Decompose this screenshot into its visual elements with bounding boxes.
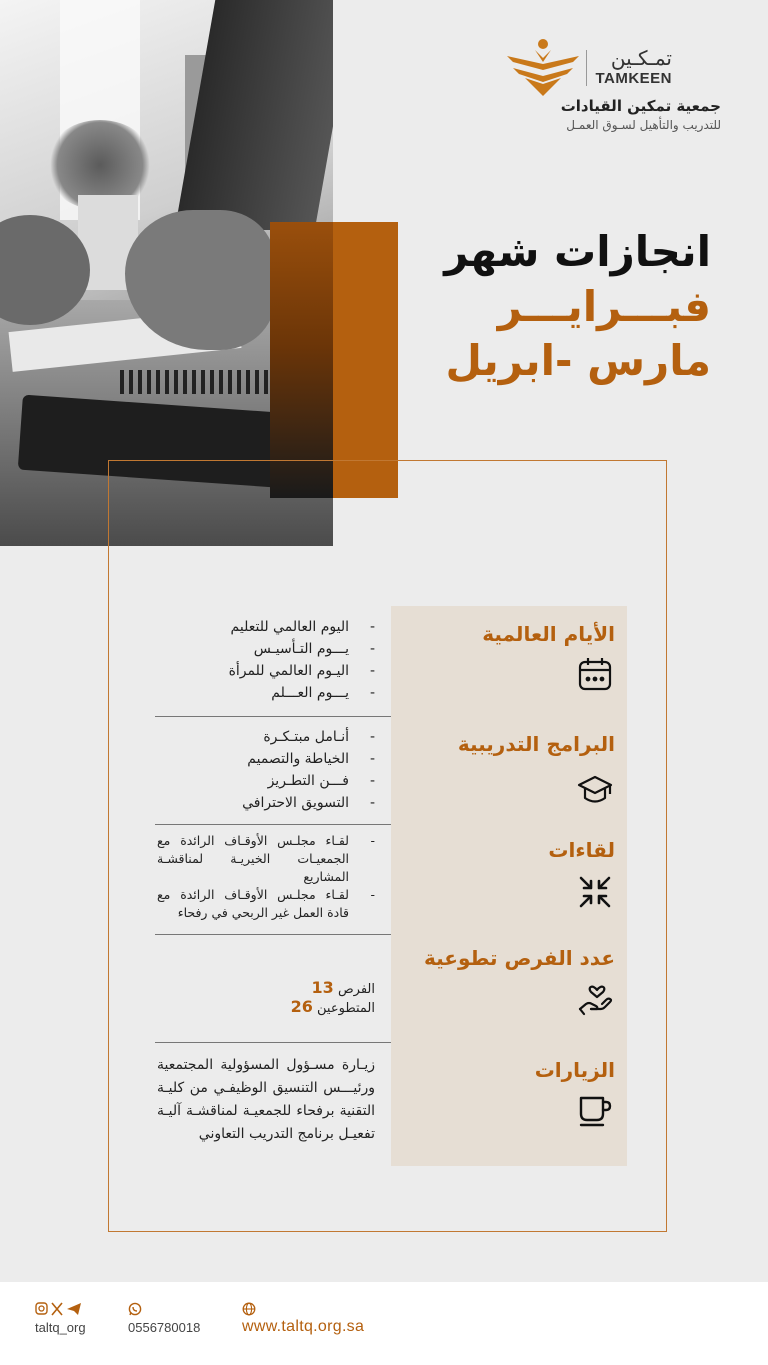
title-line-1: انجازات شهر [444, 227, 711, 276]
social-handle[interactable]: taltq_org [35, 1320, 86, 1335]
section-list [157, 616, 379, 704]
list-item: - لقـاء مجلـس الأوقـاف الرائدة مع قادة العمل غير الربحي في رفحاء [157, 886, 379, 922]
list-item: - فـــن التطـريز [157, 770, 379, 792]
instagram-x-telegram-icons [35, 1302, 85, 1316]
phone-number[interactable]: 0556780018 [128, 1320, 201, 1335]
globe-icon [242, 1302, 256, 1316]
section-training-programs [155, 716, 627, 824]
opportunities-count [312, 978, 375, 997]
section-title: عدد الفرص تطوعية [424, 946, 615, 970]
globe-icon-wrap [242, 1302, 364, 1318]
tamkeen-logo-icon [505, 38, 581, 98]
footer [0, 1282, 768, 1365]
social-icons [35, 1302, 86, 1318]
volunteers-value: 26 [290, 997, 313, 1016]
section-volunteer-opportunities [155, 934, 627, 1042]
title-line-2: فبـــرايـــر [497, 281, 711, 331]
volunteer-counts [155, 978, 375, 1016]
accent-bar [333, 222, 398, 498]
footer-website [242, 1302, 364, 1336]
section-list [157, 726, 379, 814]
whatsapp-icon-wrap [128, 1302, 200, 1318]
coffee-cup-icon [577, 1092, 613, 1128]
list-item: - لقـاء مجلـس الأوقـاف الرائدة مع الجمعيـات الخيريـة لمناقشـة المشاريع [157, 832, 379, 886]
opportunities-value: 13 [311, 978, 334, 997]
list-item: - يـــوم التـأسيـس [157, 638, 379, 660]
page-title [411, 225, 711, 389]
volunteers-label: المتطوعين [317, 1001, 375, 1016]
whatsapp-icon [128, 1302, 142, 1316]
footer-phone [128, 1302, 200, 1335]
list-item: - اليوم العالمي للتعليم [157, 616, 379, 638]
accent-shadow-bar [270, 222, 333, 498]
graduation-cap-icon [577, 772, 613, 808]
section-title: الزيارات [534, 1058, 615, 1082]
list-item: - الخياطة والتصميم [157, 748, 379, 770]
website-link[interactable]: www.taltq.org.sa [242, 1318, 365, 1335]
sections [155, 606, 627, 1166]
visits-paragraph: زيـارة مسـؤول المسؤولية المجتمعية ورئيـــس التنسيق الوظيفـي من كليـة التقنية برفحاء للجمعيـة لمناقشـة آليـة تفعيـل برنامج التدريب التعاوني [157, 1057, 375, 1142]
org-name: جمعية تمكين القيادات [560, 97, 721, 115]
section-meetings [155, 824, 627, 934]
section-title: لقاءات [548, 838, 615, 862]
section-title: الأيام العالمية [482, 622, 615, 646]
heart-hand-icon [577, 982, 613, 1018]
logo [481, 38, 721, 138]
section-title: البرامج التدريبية [457, 732, 615, 756]
footer-social [35, 1302, 86, 1335]
logo-name-ar: تمـكـين [610, 46, 672, 70]
list-item: - اليـوم العالمي للمرأة [157, 660, 379, 682]
opportunities-label: الفرص [337, 982, 375, 997]
section-list [157, 832, 379, 922]
logo-divider [586, 50, 587, 86]
list-item: - أنـامل مبتـكـرة [157, 726, 379, 748]
volunteers-count [291, 997, 375, 1016]
section-visits [155, 1042, 627, 1166]
logo-name-en: TAMKEEN [595, 70, 672, 87]
calendar-icon [577, 656, 613, 692]
org-subtitle: للتدريب والتأهيل لسـوق العمـل [566, 118, 721, 132]
section-world-days [155, 606, 627, 716]
title-line-3: مارس -ابريل [445, 336, 711, 386]
collapse-arrows-icon [577, 874, 613, 910]
list-item: - التسويق الاحترافي [157, 792, 379, 814]
list-item: - يـــوم العـــلم [157, 682, 379, 704]
